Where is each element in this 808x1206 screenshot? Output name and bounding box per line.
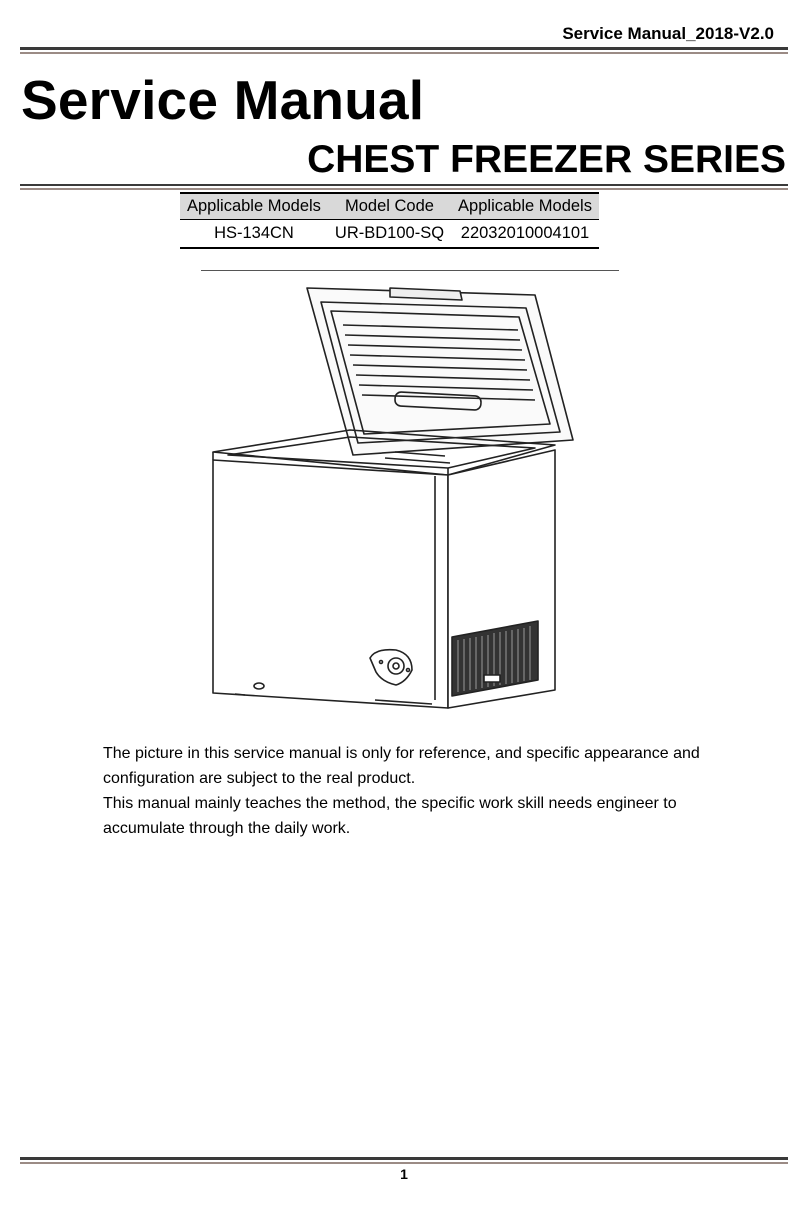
table-row — [180, 220, 599, 249]
header-rule — [20, 47, 788, 54]
title-rule — [20, 184, 788, 190]
column-header: Applicable Models — [180, 193, 328, 220]
running-header: Service Manual_2018-V2.0 — [562, 24, 774, 43]
table-cell: HS-134CN — [180, 220, 328, 249]
page-subtitle: CHEST FREEZER SERIES — [307, 138, 786, 181]
separator-line — [201, 270, 619, 271]
note-paragraph: The picture in this service manual is only for reference, and specific appearance and configuration are subject to the real product. — [103, 745, 700, 787]
column-header: Model Code — [328, 193, 451, 220]
table-header-row — [180, 193, 599, 220]
chest-freezer-illustration — [200, 280, 580, 715]
footer-rule — [20, 1157, 788, 1164]
column-header: Applicable Models — [451, 193, 599, 220]
models-table — [180, 192, 599, 249]
page-number: 1 — [400, 1166, 408, 1182]
page-title: Service Manual — [21, 69, 425, 131]
disclaimer-note — [103, 741, 743, 841]
note-paragraph: This manual mainly teaches the method, the specific work skill needs engineer to accumulate through the daily work. — [103, 795, 677, 837]
table-cell: UR-BD100-SQ — [328, 220, 451, 249]
table-cell: 22032010004101 — [451, 220, 599, 249]
